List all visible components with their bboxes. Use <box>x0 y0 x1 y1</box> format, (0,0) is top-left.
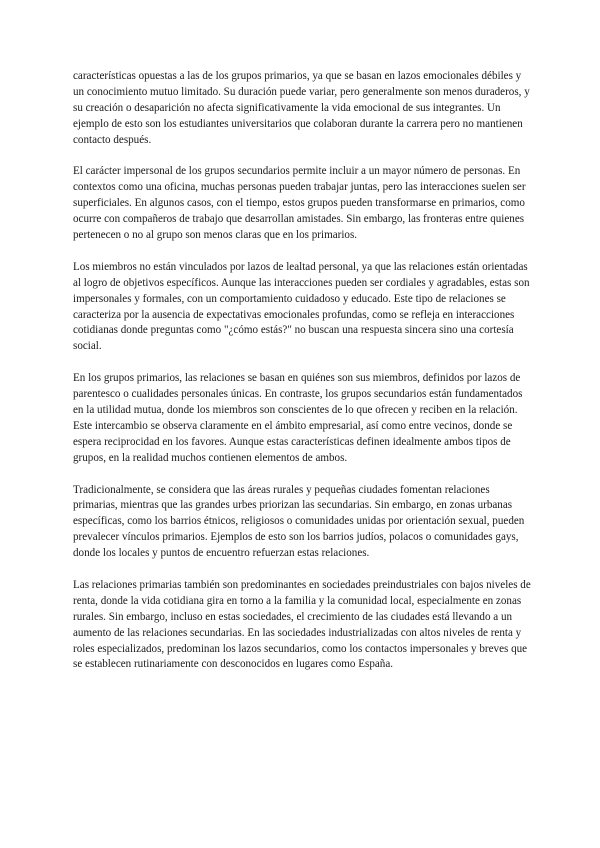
paragraph-2: El carácter impersonal de los grupos secundarios permite incluir a un mayor número de personas. En contextos como una oficina, muchas personas pueden trabajar juntas, pero las interacciones suelen ser superficiales. En algunos casos, con el tiempo, estos grupos pueden transformarse en primarios, como ocurre con compañeros de trabajo que desarrollan amistades. Sin embargo, las fronteras entre quienes pertenecen o no al grupo son menos claras que en los primarios. <box>73 165 526 242</box>
paragraph-6: Las relaciones primarias también son predominantes en sociedades preindustriales con bajos niveles de renta, donde la vida cotidiana gira en torno a la familia y la comunidad local, especialmente en zonas rurales. Sin embargo, incluso en estas sociedades, el crecimiento de las ciudades está llevando a un aumento de las relaciones secundarias. En las sociedades industrializadas con altos niveles de renta y roles especializados, predominan los lazos secundarios, como los contactos impersonales y breves que se establecen rutinariamente con desconocidos en lugares como España. <box>73 578 531 671</box>
paragraph-5: Tradicionalmente, se considera que las áreas rurales y pequeñas ciudades fomentan relaciones primarias, mientras que las grandes urbes priorizan las secundarias. Sin embargo, en zonas urbanas específicas, como los barrios étnicos, religiosos o comunidades unidas por orientación sexual, pueden prevalecer vínculos primarios. Ejemplos de esto son los barrios judíos, polacos o comunidades gays, donde los locales y puntos de encuentro refuerzan estas relaciones. <box>73 483 525 560</box>
paragraph-1: características opuestas a las de los grupos primarios, ya que se basan en lazos emocionales débiles y un conocimiento mutuo limitado. Su duración puede variar, pero generalmente son menos duraderos, y su creación o desaparición no afecta significativamente la vida emocional de sus integrantes. Un ejemplo de esto son los estudiantes universitarios que colaboran durante la carrera pero no mantienen contacto después. <box>73 70 530 146</box>
paragraph-3: Los miembros no están vinculados por lazos de lealtad personal, ya que las relaciones están orientadas al logro de objetivos específicos. Aunque las interacciones pueden ser cordiales y agradables, estas son impersonales y formales, con un comportamiento cuidadoso y educado. Este tipo de relaciones se caracteriza por la ausencia de expectativas emocionales profundas, como se refleja en interacciones cotidianas donde preguntas como "¿cómo estás?" no buscan una respuesta sincera sino una cortesía social. <box>73 260 530 353</box>
document-page <box>73 69 531 689</box>
paragraph-4: En los grupos primarios, las relaciones se basan en quiénes son sus miembros, definidos por lazos de parentesco o cualidades personales únicas. En contraste, los grupos secundarios están fundamentados en la utilidad mutua, donde los miembros son conscientes de lo que ofrecen y reciben en la relación. Este intercambio se observa claramente en el ámbito empresarial, así como entre vecinos, donde se espera reciprocidad en los favores. Aunque estas características definen idealmente ambos tipos de grupos, en la realidad muchos contienen elementos de ambos. <box>73 372 523 464</box>
